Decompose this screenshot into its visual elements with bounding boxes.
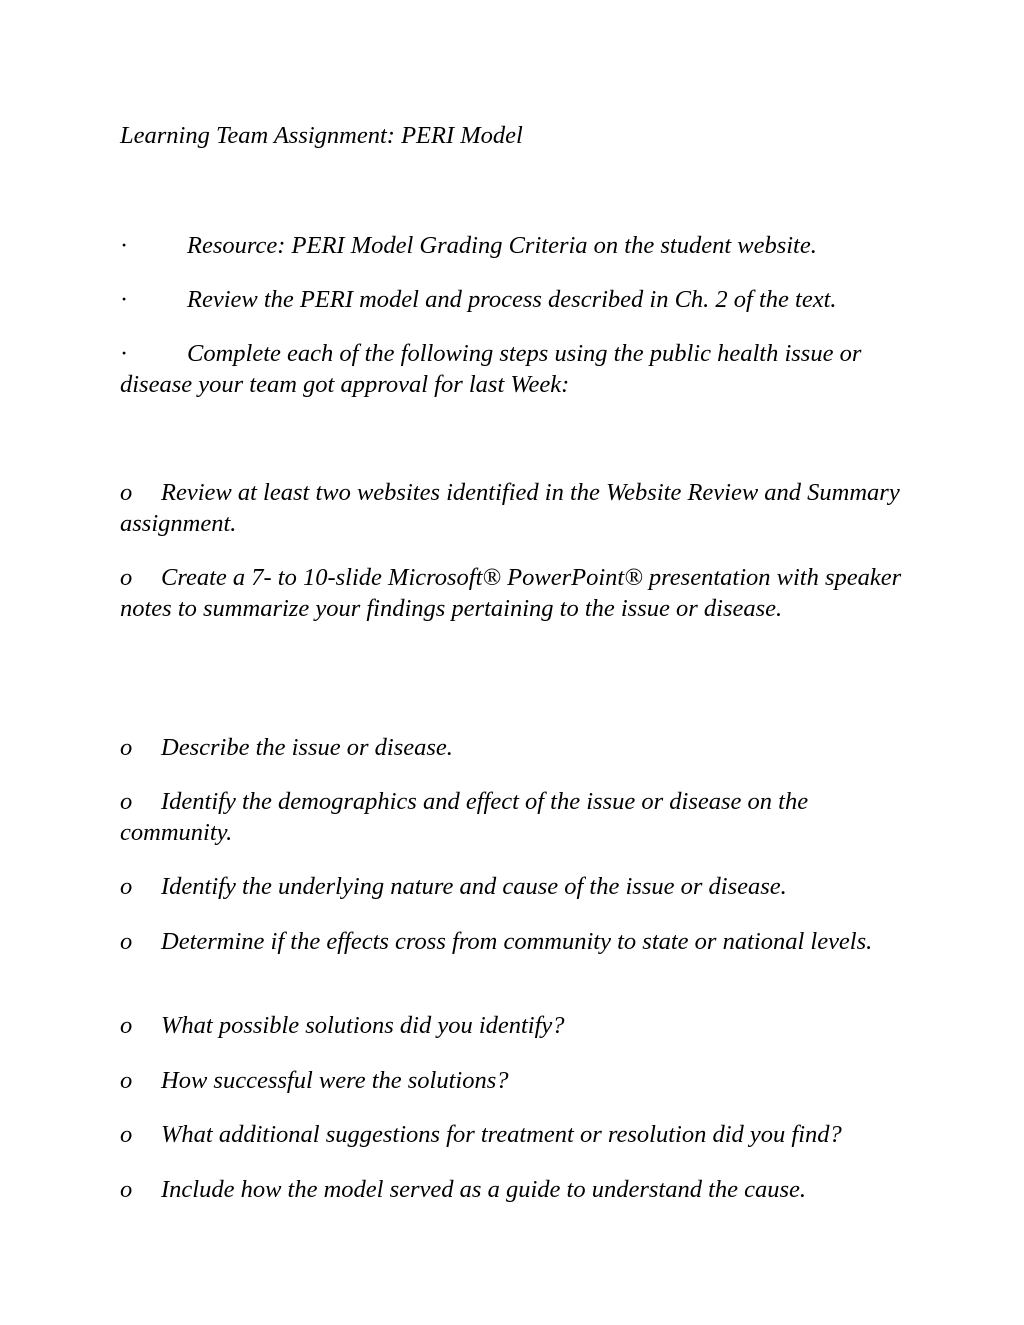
step-text: Identify the underlying nature and cause of the issue or disease.	[161, 873, 787, 900]
bullet-marker: ·	[120, 232, 129, 259]
step-item	[120, 926, 920, 957]
bullet-item	[120, 284, 920, 315]
step-marker: o	[120, 928, 133, 955]
step-item	[120, 871, 920, 902]
step-marker: o	[120, 479, 133, 506]
bullet-item	[120, 338, 920, 400]
step-text: Create a 7- to 10-slide Microsoft® PowerPoint® presentation with speaker notes to summarize your findings pertaining to the issue or disease.	[120, 564, 902, 622]
step-marker: o	[120, 788, 133, 815]
step-marker: o	[120, 734, 133, 761]
step-item	[120, 786, 920, 848]
bullet-text: Complete each of the following steps using the public health issue or disease your team got approval for last Week:	[120, 340, 862, 398]
step-marker: o	[120, 1067, 133, 1094]
step-marker: o	[120, 1176, 133, 1203]
bullet-text: Review the PERI model and process described in Ch. 2 of the text.	[187, 286, 837, 313]
step-text: What possible solutions did you identify?	[161, 1012, 565, 1039]
bullet-marker: ·	[120, 340, 129, 367]
bullet-text: Resource: PERI Model Grading Criteria on the student website.	[187, 232, 817, 259]
step-text: What additional suggestions for treatment or resolution did you find?	[161, 1121, 842, 1148]
step-marker: o	[120, 1012, 133, 1039]
step-text: Describe the issue or disease.	[161, 734, 453, 761]
step-text: How successful were the solutions?	[161, 1067, 509, 1094]
step-marker: o	[120, 873, 133, 900]
step-text: Determine if the effects cross from community to state or national levels.	[161, 928, 873, 955]
bullet-marker: ·	[120, 286, 129, 313]
step-item	[120, 1065, 920, 1096]
step-marker: o	[120, 564, 133, 591]
bullet-item	[120, 230, 920, 261]
step-text: Identify the demographics and effect of the issue or disease on the community.	[120, 788, 809, 846]
step-item	[120, 562, 920, 624]
document-title: Learning Team Assignment: PERI Model	[120, 122, 523, 149]
step-marker: o	[120, 1121, 133, 1148]
step-text: Review at least two websites identified in the Website Review and Summary assignment.	[120, 479, 900, 537]
step-text: Include how the model served as a guide to understand the cause.	[161, 1176, 807, 1203]
step-item	[120, 477, 920, 539]
step-item	[120, 732, 920, 763]
step-item	[120, 1174, 920, 1205]
step-item	[120, 1119, 940, 1150]
step-item	[120, 1010, 920, 1041]
